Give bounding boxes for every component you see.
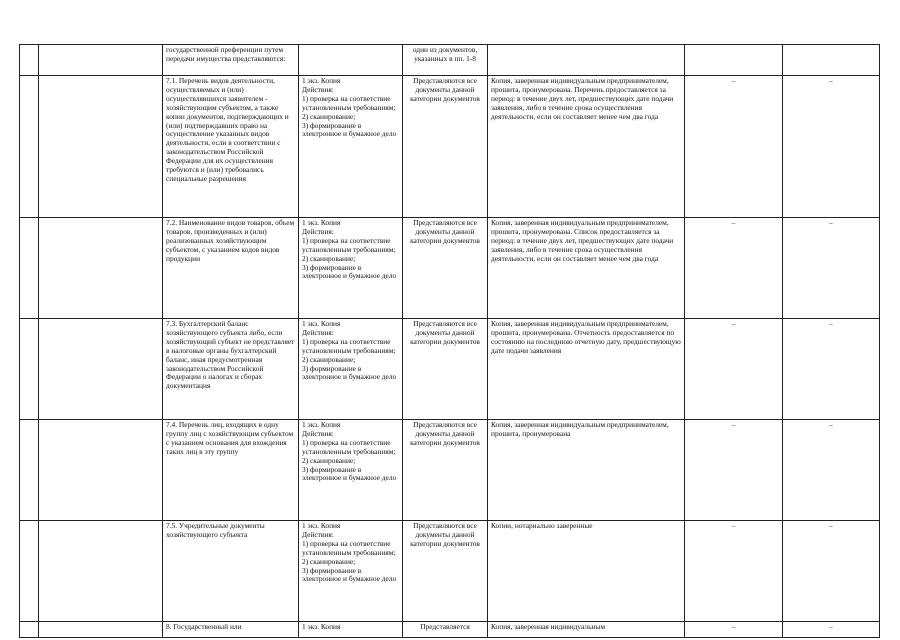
document-form-cell: 1 экз. Копия Действия: 1) проверка на соответствие установленным требованиям; 2) сканирование; 3) формирование в электронное и бумажное дело — [299, 420, 403, 521]
dash-cell: – — [783, 76, 880, 218]
empty-cell — [39, 521, 163, 622]
condition-cell: Представляются все документы данной категории документов — [403, 218, 488, 319]
condition-cell: Представляются все документы данной категории документов — [403, 521, 488, 622]
dash-cell — [685, 45, 783, 76]
document-name-cell: 7.3. Бухгалтерский баланс хозяйствующего субъекта либо, если хозяйствующий субъект не представляет в налоговые органы бухгалтерский баланс, иная предусмотренная законодательством Российской Федерации о налогах и сборах документация — [163, 319, 299, 420]
empty-cell — [39, 319, 163, 420]
dash-cell: – — [685, 218, 783, 319]
dash-cell: – — [685, 521, 783, 622]
table-row — [20, 45, 880, 76]
number-cell — [20, 218, 39, 319]
table-row — [20, 420, 880, 521]
document-name-cell: 8. Государственный или — [163, 622, 299, 638]
requirements-cell: Копия, заверенная индивидуальным — [488, 622, 685, 638]
document-form-cell — [299, 45, 403, 76]
dash-cell: – — [783, 622, 880, 638]
empty-cell — [39, 76, 163, 218]
dash-cell: – — [685, 76, 783, 218]
requirements-cell: Копия, заверенная индивидуальным предпринимателем, прошита, пронумерована. Список предоставляется за период: в течение двух лет, предшествующих дате подачи заявления, либо в течение срока осуществления деятельности, если он составляет менее чем два года — [488, 218, 685, 319]
requirements-cell: Копии, нотариально заверенные — [488, 521, 685, 622]
number-cell — [20, 319, 39, 420]
table-row — [20, 521, 880, 622]
empty-cell — [39, 622, 163, 638]
condition-cell: Представляются все документы данной категории документов — [403, 420, 488, 521]
requirements-cell: Копия, заверенная индивидуальным предпринимателем, прошита, пронумерована. Перечень предоставляется за период: в течение двух лет, предшествующих дате подачи заявления, либо в течение срока осуществления деятельности, если он составляет менее чем два года — [488, 76, 685, 218]
condition-cell: Представляется — [403, 622, 488, 638]
dash-cell — [783, 45, 880, 76]
requirements-cell: Копия, заверенная индивидуальным предпринимателем, прошита, пронумерована — [488, 420, 685, 521]
number-cell — [20, 76, 39, 218]
document-name-cell: 7.1. Перечень видов деятельности, осуществляемых и (или) осуществлявшихся заявителем - хозяйствующим субъектом, а также копии документов, подтверждающих и (или) подтверждавших право на осуществление указанных видов деятельности, если в соответствии с законодательством Российской Федерации для их осуществления требуются и (или) требовались специальные разрешения — [163, 76, 299, 218]
table-row — [20, 76, 880, 218]
documents-table — [19, 44, 880, 638]
requirements-cell — [488, 45, 685, 76]
dash-cell: – — [783, 420, 880, 521]
document-form-cell: 1 экз. Копия Действия: 1) проверка на соответствие установленным требованиям; 2) сканирование; 3) формирование в электронное и бумажное дело — [299, 521, 403, 622]
document-name-cell: государственной преференции путем передачи имущества представляются: — [163, 45, 299, 76]
table-row — [20, 622, 880, 638]
document-form-cell: 1 экз. Копия Действия: 1) проверка на соответствие установленным требованиям; 2) сканирование; 3) формирование в электронное и бумажное дело — [299, 218, 403, 319]
dash-cell: – — [783, 319, 880, 420]
number-cell — [20, 420, 39, 521]
empty-cell — [39, 45, 163, 76]
dash-cell: – — [685, 319, 783, 420]
condition-cell: Представляются все документы данной категории документов — [403, 319, 488, 420]
condition-cell: один из документов, указанных в пп. 1-8 — [403, 45, 488, 76]
dash-cell: – — [685, 420, 783, 521]
empty-cell — [39, 218, 163, 319]
table-row — [20, 218, 880, 319]
document-form-cell: 1 экз. Копия Действия: 1) проверка на соответствие установленным требованиям; 2) сканирование; 3) формирование в электронное и бумажное дело — [299, 319, 403, 420]
empty-cell — [39, 420, 163, 521]
document-name-cell: 7.5. Учредительные документы хозяйствующего субъекта — [163, 521, 299, 622]
dash-cell: – — [783, 521, 880, 622]
document-form-cell: 1 экз. Копия — [299, 622, 403, 638]
number-cell — [20, 521, 39, 622]
requirements-cell: Копия, заверенная индивидуальным предпринимателем, прошита, пронумерована. Отчетность предоставляется по состоянию на последнюю отчетную дату, предшествующую дате подачи заявления — [488, 319, 685, 420]
number-cell — [20, 622, 39, 638]
number-cell — [20, 45, 39, 76]
document-name-cell: 7.4. Перечень лиц, входящих в одну группу лиц с хозяйствующим субъектом с указанием основания для вхождения таких лиц в эту группу — [163, 420, 299, 521]
condition-cell: Представляются все документы данной категории документов — [403, 76, 488, 218]
dash-cell: – — [685, 622, 783, 638]
table-row — [20, 319, 880, 420]
dash-cell: – — [783, 218, 880, 319]
document-name-cell: 7.2. Наименование видов товаров, объем товаров, произведенных и (или) реализованных хозяйствующим субъектом, с указанием кодов видов продукции — [163, 218, 299, 319]
document-form-cell: 1 экз. Копия Действия: 1) проверка на соответствие установленным требованиям; 2) сканирование; 3) формирование в электронное и бумажное дело — [299, 76, 403, 218]
